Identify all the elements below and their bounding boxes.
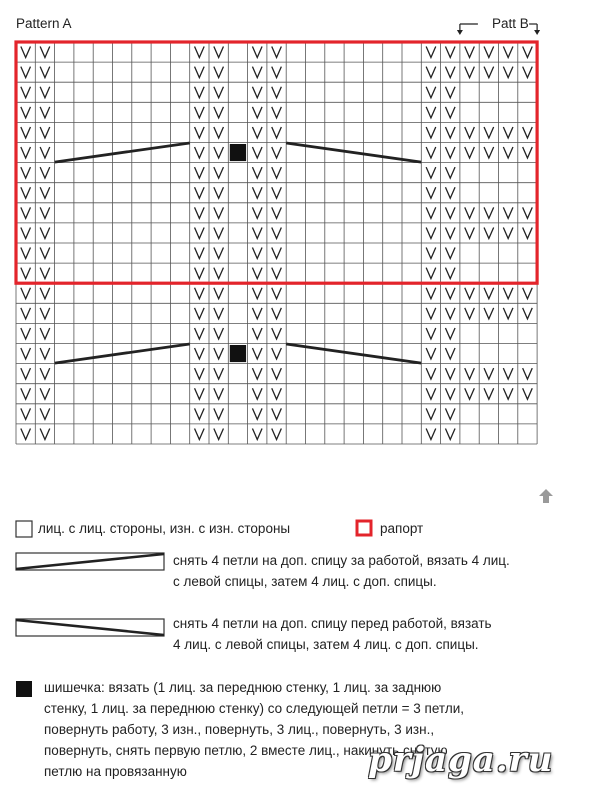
slip-stitch-symbol: [272, 428, 282, 439]
slip-stitch-symbol: [445, 67, 455, 78]
slip-stitch-symbol: [523, 147, 533, 158]
watermark: prjaga.ru: [368, 740, 554, 780]
slip-stitch-symbol: [272, 288, 282, 299]
cable-back-line: [55, 344, 190, 363]
slip-stitch-symbol: [426, 248, 436, 259]
slip-stitch-symbol: [21, 167, 31, 178]
slip-stitch-symbol: [40, 67, 50, 78]
legend-cable-front-line-1: снять 4 петли на доп. спицу перед работой, вязать: [173, 616, 492, 631]
slip-stitch-symbol: [252, 288, 262, 299]
slip-stitch-symbol: [195, 107, 205, 118]
chart-grid: [16, 42, 537, 444]
slip-stitch-symbol: [40, 348, 50, 359]
slip-stitch-symbol: [40, 87, 50, 98]
slip-stitch-symbol: [503, 368, 513, 379]
slip-stitch-symbol: [40, 308, 50, 319]
repeat-square-icon: [355, 519, 373, 537]
slip-stitch-symbol: [426, 87, 436, 98]
legend-bobble-line-5: петлю на провязанную: [44, 764, 187, 779]
slip-stitch-symbol: [40, 388, 50, 399]
slip-stitch-symbol: [252, 248, 262, 259]
slip-stitch-symbol: [426, 207, 436, 218]
slip-stitch-symbol: [21, 127, 31, 138]
slip-stitch-symbol: [195, 227, 205, 238]
slip-stitch-symbol: [272, 368, 282, 379]
slip-stitch-symbol: [214, 408, 224, 419]
slip-stitch-symbol: [426, 408, 436, 419]
slip-stitch-symbol: [426, 368, 436, 379]
slip-stitch-symbol: [195, 167, 205, 178]
cable-front-line: [286, 143, 421, 162]
slip-stitch-symbol: [252, 207, 262, 218]
legend-cable-front-line-2: 4 лиц. с левой спицы, затем 4 лиц. с доп. спицы.: [173, 637, 479, 652]
slip-stitch-symbol: [465, 308, 475, 319]
slip-stitch-symbol: [214, 147, 224, 158]
slip-stitch-symbol: [195, 348, 205, 359]
slip-stitch-symbol: [445, 187, 455, 198]
slip-stitch-symbol: [214, 288, 224, 299]
slip-stitch-symbol: [214, 107, 224, 118]
slip-stitch-symbol: [40, 428, 50, 439]
slip-stitch-symbol: [465, 47, 475, 58]
slip-stitch-symbol: [214, 47, 224, 58]
slip-stitch-symbol: [272, 127, 282, 138]
slip-stitch-symbol: [523, 388, 533, 399]
slip-stitch-symbol: [252, 47, 262, 58]
slip-stitch-symbol: [445, 288, 455, 299]
slip-stitch-symbol: [484, 368, 494, 379]
slip-stitch-symbol: [195, 248, 205, 259]
slip-stitch-symbol: [252, 227, 262, 238]
slip-stitch-symbol: [40, 207, 50, 218]
cable-back-line: [55, 143, 190, 162]
slip-stitch-symbol: [195, 47, 205, 58]
slip-stitch-symbol: [523, 288, 533, 299]
slip-stitch-symbol: [195, 408, 205, 419]
slip-stitch-symbol: [426, 107, 436, 118]
slip-stitch-symbol: [445, 87, 455, 98]
slip-stitch-symbol: [445, 227, 455, 238]
slip-stitch-symbol: [272, 248, 282, 259]
slip-stitch-symbol: [445, 308, 455, 319]
slip-stitch-symbol: [214, 268, 224, 279]
slip-stitch-symbol: [272, 328, 282, 339]
slip-stitch-symbol: [484, 288, 494, 299]
slip-stitch-symbol: [195, 288, 205, 299]
slip-stitch-symbol: [484, 147, 494, 158]
slip-stitch-symbol: [272, 107, 282, 118]
slip-stitch-symbol: [523, 207, 533, 218]
slip-stitch-symbol: [272, 87, 282, 98]
slip-stitch-symbol: [252, 147, 262, 158]
slip-stitch-symbol: [40, 248, 50, 259]
slip-stitch-symbol: [195, 328, 205, 339]
slip-stitch-symbol: [484, 67, 494, 78]
slip-stitch-symbol: [252, 107, 262, 118]
slip-stitch-symbol: [252, 368, 262, 379]
slip-stitch-symbol: [426, 167, 436, 178]
slip-stitch-symbol: [523, 67, 533, 78]
slip-stitch-symbol: [445, 107, 455, 118]
slip-stitch-symbol: [195, 87, 205, 98]
slip-stitch-symbol: [40, 47, 50, 58]
slip-stitch-symbol: [214, 127, 224, 138]
slip-stitch-symbol: [252, 187, 262, 198]
slip-stitch-symbol: [426, 187, 436, 198]
slip-stitch-symbol: [272, 187, 282, 198]
slip-stitch-symbol: [272, 268, 282, 279]
slip-stitch-symbol: [195, 308, 205, 319]
slip-stitch-symbol: [21, 308, 31, 319]
slip-stitch-symbol: [445, 428, 455, 439]
slip-stitch-symbol: [21, 368, 31, 379]
slip-stitch-symbol: [214, 428, 224, 439]
cable-lines: [55, 143, 422, 363]
slip-stitch-symbol: [465, 127, 475, 138]
slip-stitch-symbol: [195, 207, 205, 218]
slip-stitch-symbol: [523, 368, 533, 379]
slip-stitch-symbol: [484, 207, 494, 218]
slip-stitch-symbol: [195, 187, 205, 198]
slip-stitch-symbol: [272, 388, 282, 399]
slip-stitch-symbol: [21, 107, 31, 118]
slip-stitch-symbol: [272, 67, 282, 78]
slip-stitch-symbol: [21, 288, 31, 299]
slip-stitch-symbol: [214, 368, 224, 379]
slip-stitch-symbol: [40, 268, 50, 279]
slip-stitch-symbol: [426, 147, 436, 158]
slip-stitch-symbol: [503, 288, 513, 299]
row-direction-arrow-icon: [539, 489, 553, 503]
slip-stitch-symbol: [426, 388, 436, 399]
slip-stitch-symbol: [21, 328, 31, 339]
slip-stitch-symbol: [21, 87, 31, 98]
slip-stitch-symbol: [40, 227, 50, 238]
slip-stitch-symbol: [252, 388, 262, 399]
slip-stitch-symbol: [503, 388, 513, 399]
slip-stitch-symbol: [21, 207, 31, 218]
slip-stitch-symbol: [484, 388, 494, 399]
slip-stitch-symbol: [214, 227, 224, 238]
slip-stitch-symbol: [195, 127, 205, 138]
slip-stitch-symbol: [445, 167, 455, 178]
slip-stitch-symbol: [445, 207, 455, 218]
slip-stitch-symbol: [426, 288, 436, 299]
slip-stitch-symbol: [21, 248, 31, 259]
slip-stitch-symbol: [465, 147, 475, 158]
slip-stitch-symbol: [40, 328, 50, 339]
slip-stitch-symbol: [445, 368, 455, 379]
slip-stitch-symbol: [272, 147, 282, 158]
slip-stitch-symbol: [195, 368, 205, 379]
slip-stitch-symbol: [484, 308, 494, 319]
slip-stitch-symbol: [426, 308, 436, 319]
slip-stitch-symbol: [484, 47, 494, 58]
slip-stitch-symbol: [21, 388, 31, 399]
slip-stitch-symbol: [272, 227, 282, 238]
slip-stitch-symbol: [523, 308, 533, 319]
knit-square-icon: [15, 520, 33, 538]
slip-stitch-symbol: [445, 47, 455, 58]
slip-stitch-symbol: [252, 348, 262, 359]
slip-stitch-symbol: [445, 408, 455, 419]
cable-front-line: [286, 344, 421, 363]
slip-stitch-symbol: [272, 167, 282, 178]
slip-stitch-symbol: [214, 308, 224, 319]
cable-front-icon: [15, 618, 167, 638]
slip-stitch-symbol: [503, 47, 513, 58]
slip-stitch-symbol: [465, 388, 475, 399]
slip-stitch-symbol: [252, 308, 262, 319]
slip-stitch-symbol: [21, 268, 31, 279]
slip-stitch-symbol: [252, 67, 262, 78]
cable-back-icon: [15, 552, 167, 572]
slip-stitch-symbol: [21, 147, 31, 158]
slip-stitch-symbol: [465, 227, 475, 238]
slip-stitch-symbol: [503, 227, 513, 238]
slip-stitch-symbol: [426, 348, 436, 359]
slip-stitch-symbol: [252, 167, 262, 178]
slip-stitch-symbol: [252, 127, 262, 138]
legend-bobble-line-1: шишечка: вязать (1 лиц. за переднюю стенку, 1 лиц. за заднюю: [44, 680, 442, 695]
slip-stitch-symbol: [426, 268, 436, 279]
slip-stitch-symbol: [21, 67, 31, 78]
slip-stitch-symbol: [214, 388, 224, 399]
slip-stitch-symbol: [40, 107, 50, 118]
slip-stitch-symbol: [21, 348, 31, 359]
slip-stitch-symbol: [445, 268, 455, 279]
slip-stitch-symbol: [426, 428, 436, 439]
legend-bobble-line-2: стенку, 1 лиц. за переднюю стенку) со следующей петли = 3 петли,: [44, 701, 464, 716]
slip-stitch-symbol: [523, 127, 533, 138]
slip-stitch-symbol: [465, 67, 475, 78]
slip-stitch-symbol: [195, 147, 205, 158]
slip-stitch-symbol: [252, 328, 262, 339]
slip-stitch-symbol: [214, 328, 224, 339]
slip-stitch-symbol: [40, 167, 50, 178]
slip-stitch-symbol: [40, 368, 50, 379]
bobble-symbol: [230, 144, 246, 161]
slip-stitch-symbol: [465, 368, 475, 379]
slip-stitch-symbol: [214, 187, 224, 198]
slip-stitch-symbol: [272, 308, 282, 319]
legend-cable-back-line-1: снять 4 петли на доп. спицу за работой, вязать 4 лиц.: [173, 553, 510, 568]
slip-stitch-symbol: [465, 288, 475, 299]
legend-repeat-text: рапорт: [380, 521, 424, 536]
slip-stitch-symbol: [445, 248, 455, 259]
slip-stitch-symbol: [484, 227, 494, 238]
legend-bobble-line-3: повернуть работу, 3 изн., повернуть, 3 лиц., повернуть, 3 изн.,: [44, 722, 435, 737]
slip-stitch-symbol: [503, 207, 513, 218]
slip-stitch-symbol: [503, 147, 513, 158]
patt-b-left-arrow-icon: [457, 30, 463, 35]
slip-stitch-symbol: [214, 207, 224, 218]
slip-stitch-symbol: [21, 187, 31, 198]
slip-stitch-symbol: [445, 328, 455, 339]
slip-stitch-symbol: [426, 227, 436, 238]
slip-stitch-symbol: [195, 388, 205, 399]
slip-stitch-symbol: [426, 47, 436, 58]
slip-stitch-symbol: [252, 268, 262, 279]
slip-stitch-symbol: [214, 67, 224, 78]
slip-stitch-symbol: [21, 408, 31, 419]
slip-stitch-symbol: [40, 187, 50, 198]
slip-stitch-symbol: [214, 248, 224, 259]
slip-stitch-symbol: [40, 147, 50, 158]
slip-stitch-symbol: [214, 348, 224, 359]
slip-stitch-symbol: [40, 288, 50, 299]
slip-stitch-symbol: [40, 127, 50, 138]
legend-cable-back-line-2: с левой спицы, затем 4 лиц. с доп. спицы.: [173, 574, 437, 589]
slip-stitch-symbol: [195, 428, 205, 439]
slip-stitch-symbol: [465, 207, 475, 218]
slip-stitch-symbol: [195, 67, 205, 78]
slip-stitch-symbol: [523, 47, 533, 58]
patt-b-label: Patt B: [492, 16, 529, 31]
slip-stitch-symbol: [484, 127, 494, 138]
legend-knit-text: лиц. с лиц. стороны, изн. с изн. стороны: [38, 521, 291, 536]
slip-stitch-symbol: [21, 227, 31, 238]
slip-stitch-symbol: [445, 348, 455, 359]
slip-stitch-symbol: [272, 47, 282, 58]
slip-stitch-symbol: [252, 428, 262, 439]
slip-stitch-symbol: [426, 67, 436, 78]
slip-stitch-symbol: [445, 147, 455, 158]
slip-stitch-symbol: [503, 67, 513, 78]
slip-stitch-symbol: [214, 167, 224, 178]
legend-bobble-line-4: повернуть, снять первую петлю, 2 вместе лиц., накинуть снятую: [44, 743, 448, 758]
slip-stitch-symbol: [214, 87, 224, 98]
bobble-icon: [15, 680, 33, 698]
slip-stitch-symbol: [503, 308, 513, 319]
bobble-symbol: [230, 345, 246, 362]
slip-stitch-symbol: [252, 87, 262, 98]
slip-stitch-symbol: [503, 127, 513, 138]
slip-stitch-symbol: [272, 207, 282, 218]
slip-stitch-symbol: [445, 388, 455, 399]
chart-title: Pattern A: [16, 16, 72, 31]
slip-stitch-symbol: [426, 328, 436, 339]
patt-b-right-arrow-icon: [534, 30, 540, 35]
slip-stitch-symbol: [272, 408, 282, 419]
slip-stitch-symbol: [40, 408, 50, 419]
slip-stitch-symbol: [21, 428, 31, 439]
slip-stitch-symbol: [195, 268, 205, 279]
slip-stitch-symbol: [523, 227, 533, 238]
slip-stitch-symbol: [252, 408, 262, 419]
slip-stitch-symbol: [426, 127, 436, 138]
slip-stitch-symbol: [272, 348, 282, 359]
slip-stitch-symbol: [21, 47, 31, 58]
slip-stitch-symbol: [445, 127, 455, 138]
